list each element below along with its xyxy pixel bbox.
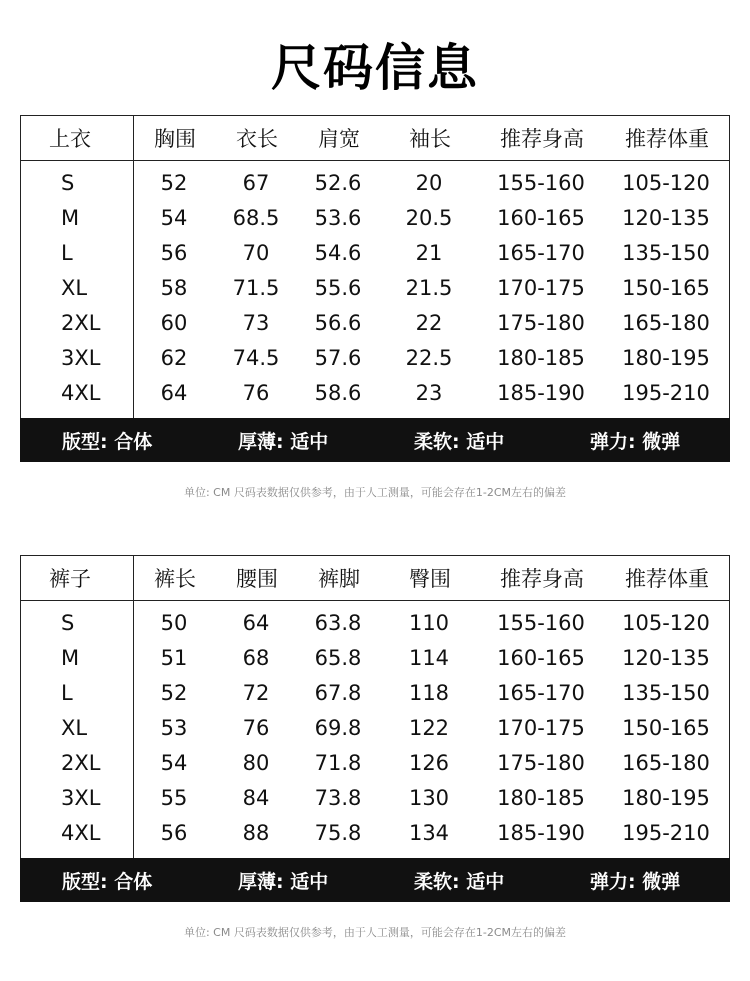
table-cell: 195-210 [622, 820, 710, 845]
fabric-attribute: 厚薄: 适中 [238, 870, 329, 893]
table-cell: 135-150 [622, 240, 710, 265]
column-header: 腰围 [236, 567, 278, 591]
table-cell: 88 [242, 820, 270, 845]
size-label: S [61, 170, 75, 195]
table-cell: 185-190 [497, 380, 585, 405]
top-size-section [20, 115, 730, 500]
table-cell: 195-210 [622, 380, 710, 405]
size-label: 2XL [61, 310, 101, 335]
table-cell: 69.8 [314, 715, 362, 740]
table-header-row [21, 556, 729, 601]
table-cell: 126 [408, 750, 450, 775]
table-cell: 120-135 [622, 645, 710, 670]
column-header: 推荐体重 [625, 567, 709, 591]
size-label: L [61, 680, 73, 705]
table-cell: 80 [242, 750, 270, 775]
table-cell: 62 [160, 345, 188, 370]
table-cell: 53.6 [314, 205, 362, 230]
table-cell: 105-120 [622, 170, 710, 195]
table-cell: 165-170 [497, 680, 585, 705]
table-cell: 56 [160, 240, 188, 265]
table-cell: 175-180 [497, 750, 585, 775]
table-row [21, 305, 729, 340]
column-header: 推荐体重 [625, 127, 709, 151]
table-cell: 114 [408, 645, 450, 670]
page-title: 尺码信息 [271, 39, 479, 97]
size-label: L [61, 240, 73, 265]
table-cell: 54 [160, 205, 188, 230]
table-cell: 50 [160, 610, 188, 635]
table-cell: 120-135 [622, 205, 710, 230]
table-cell: 67.8 [314, 680, 362, 705]
table-cell: 72 [242, 680, 270, 705]
table-cell: 180-185 [497, 345, 585, 370]
table-cell: 160-165 [497, 205, 585, 230]
table-cell: 84 [242, 785, 270, 810]
column-header: 肩宽 [318, 127, 360, 151]
table-cell: 20.5 [405, 205, 453, 230]
table-cell: 74.5 [232, 345, 280, 370]
table-cell: 53 [160, 715, 188, 740]
size-label: XL [61, 275, 88, 300]
table-cell: 20 [415, 170, 443, 195]
column-header: 衣长 [236, 127, 278, 151]
table-row [21, 375, 729, 410]
table-cell: 71.8 [314, 750, 362, 775]
table-cell: 135-150 [622, 680, 710, 705]
table-cell: 68 [242, 645, 270, 670]
table-header-row [21, 116, 729, 161]
table-cell: 73 [242, 310, 270, 335]
fabric-attribute: 弹力: 微弹 [590, 870, 681, 893]
table-cell: 68.5 [232, 205, 280, 230]
table-cell: 118 [408, 680, 450, 705]
table-row [21, 675, 729, 710]
fabric-attribute: 柔软: 适中 [414, 430, 505, 453]
column-header: 袖长 [409, 127, 451, 151]
table-cell: 51 [160, 645, 188, 670]
fabric-attribute: 版型: 合体 [62, 430, 153, 453]
table-body [21, 161, 729, 418]
table-row [21, 165, 729, 200]
table-cell: 57.6 [314, 345, 362, 370]
table-cell: 71.5 [232, 275, 280, 300]
table-cell: 185-190 [497, 820, 585, 845]
table-cell: 110 [408, 610, 450, 635]
table-cell: 67 [242, 170, 270, 195]
table-cell: 55.6 [314, 275, 362, 300]
table-cell: 21.5 [405, 275, 453, 300]
size-label: 4XL [61, 380, 101, 405]
top-size-table [20, 115, 730, 418]
table-cell: 52 [160, 170, 188, 195]
fabric-attribute: 柔软: 适中 [414, 870, 505, 893]
table-row [21, 340, 729, 375]
table-cell: 150-165 [622, 275, 710, 300]
fabric-attribute: 厚薄: 适中 [238, 430, 329, 453]
table-cell: 165-180 [622, 750, 710, 775]
table-cell: 70 [242, 240, 270, 265]
size-label: M [61, 205, 80, 230]
size-label: XL [61, 715, 88, 740]
table-cell: 180-195 [622, 345, 710, 370]
table-cell: 170-175 [497, 715, 585, 740]
table-cell: 160-165 [497, 645, 585, 670]
fabric-info-bar [20, 858, 730, 902]
fabric-info-bar [20, 418, 730, 462]
table-cell: 22 [415, 310, 443, 335]
column-header: 上衣 [21, 116, 134, 160]
table-cell: 52.6 [314, 170, 362, 195]
table-cell: 155-160 [497, 170, 585, 195]
table-cell: 58 [160, 275, 188, 300]
size-label: 4XL [61, 820, 101, 845]
table-cell: 76 [242, 380, 270, 405]
table-row [21, 200, 729, 235]
table-row [21, 235, 729, 270]
fabric-attribute: 弹力: 微弹 [590, 430, 681, 453]
table-row [21, 745, 729, 780]
bottom-size-section [20, 555, 730, 940]
table-cell: 65.8 [314, 645, 362, 670]
table-cell: 73.8 [314, 785, 362, 810]
size-label: 3XL [61, 345, 101, 370]
table-cell: 180-195 [622, 785, 710, 810]
table-cell: 76 [242, 715, 270, 740]
measurement-note: 单位: CM 尺码表数据仅供参考，由于人工测量，可能会存在1-2CM左右的偏差 [183, 926, 566, 939]
size-label: S [61, 610, 75, 635]
table-cell: 155-160 [497, 610, 585, 635]
table-cell: 150-165 [622, 715, 710, 740]
column-header: 推荐身高 [500, 127, 584, 151]
table-cell: 130 [408, 785, 450, 810]
column-header: 胸围 [154, 127, 196, 151]
column-header: 臀围 [409, 567, 451, 591]
table-row [21, 605, 729, 640]
table-cell: 105-120 [622, 610, 710, 635]
table-row [21, 270, 729, 305]
column-header: 裤子 [21, 556, 134, 600]
table-row [21, 780, 729, 815]
table-cell: 21 [415, 240, 443, 265]
table-cell: 56.6 [314, 310, 362, 335]
size-label: M [61, 645, 80, 670]
table-cell: 180-185 [497, 785, 585, 810]
table-cell: 23 [415, 380, 443, 405]
table-cell: 165-170 [497, 240, 585, 265]
table-cell: 63.8 [314, 610, 362, 635]
table-cell: 52 [160, 680, 188, 705]
table-cell: 64 [242, 610, 270, 635]
size-label: 2XL [61, 750, 101, 775]
table-cell: 122 [408, 715, 450, 740]
table-cell: 22.5 [405, 345, 453, 370]
column-header: 裤长 [154, 567, 196, 591]
table-cell: 54 [160, 750, 188, 775]
table-cell: 60 [160, 310, 188, 335]
measurement-note: 单位: CM 尺码表数据仅供参考，由于人工测量，可能会存在1-2CM左右的偏差 [183, 486, 566, 499]
table-cell: 64 [160, 380, 188, 405]
table-cell: 56 [160, 820, 188, 845]
table-cell: 134 [408, 820, 450, 845]
table-cell: 54.6 [314, 240, 362, 265]
table-body [21, 601, 729, 858]
table-row [21, 815, 729, 850]
bottom-size-table [20, 555, 730, 858]
column-header: 推荐身高 [500, 567, 584, 591]
table-cell: 55 [160, 785, 188, 810]
table-cell: 75.8 [314, 820, 362, 845]
table-row [21, 710, 729, 745]
fabric-attribute: 版型: 合体 [62, 870, 153, 893]
size-label: 3XL [61, 785, 101, 810]
table-cell: 58.6 [314, 380, 362, 405]
table-row [21, 640, 729, 675]
column-header: 裤脚 [318, 567, 360, 591]
table-cell: 165-180 [622, 310, 710, 335]
table-cell: 170-175 [497, 275, 585, 300]
table-cell: 175-180 [497, 310, 585, 335]
